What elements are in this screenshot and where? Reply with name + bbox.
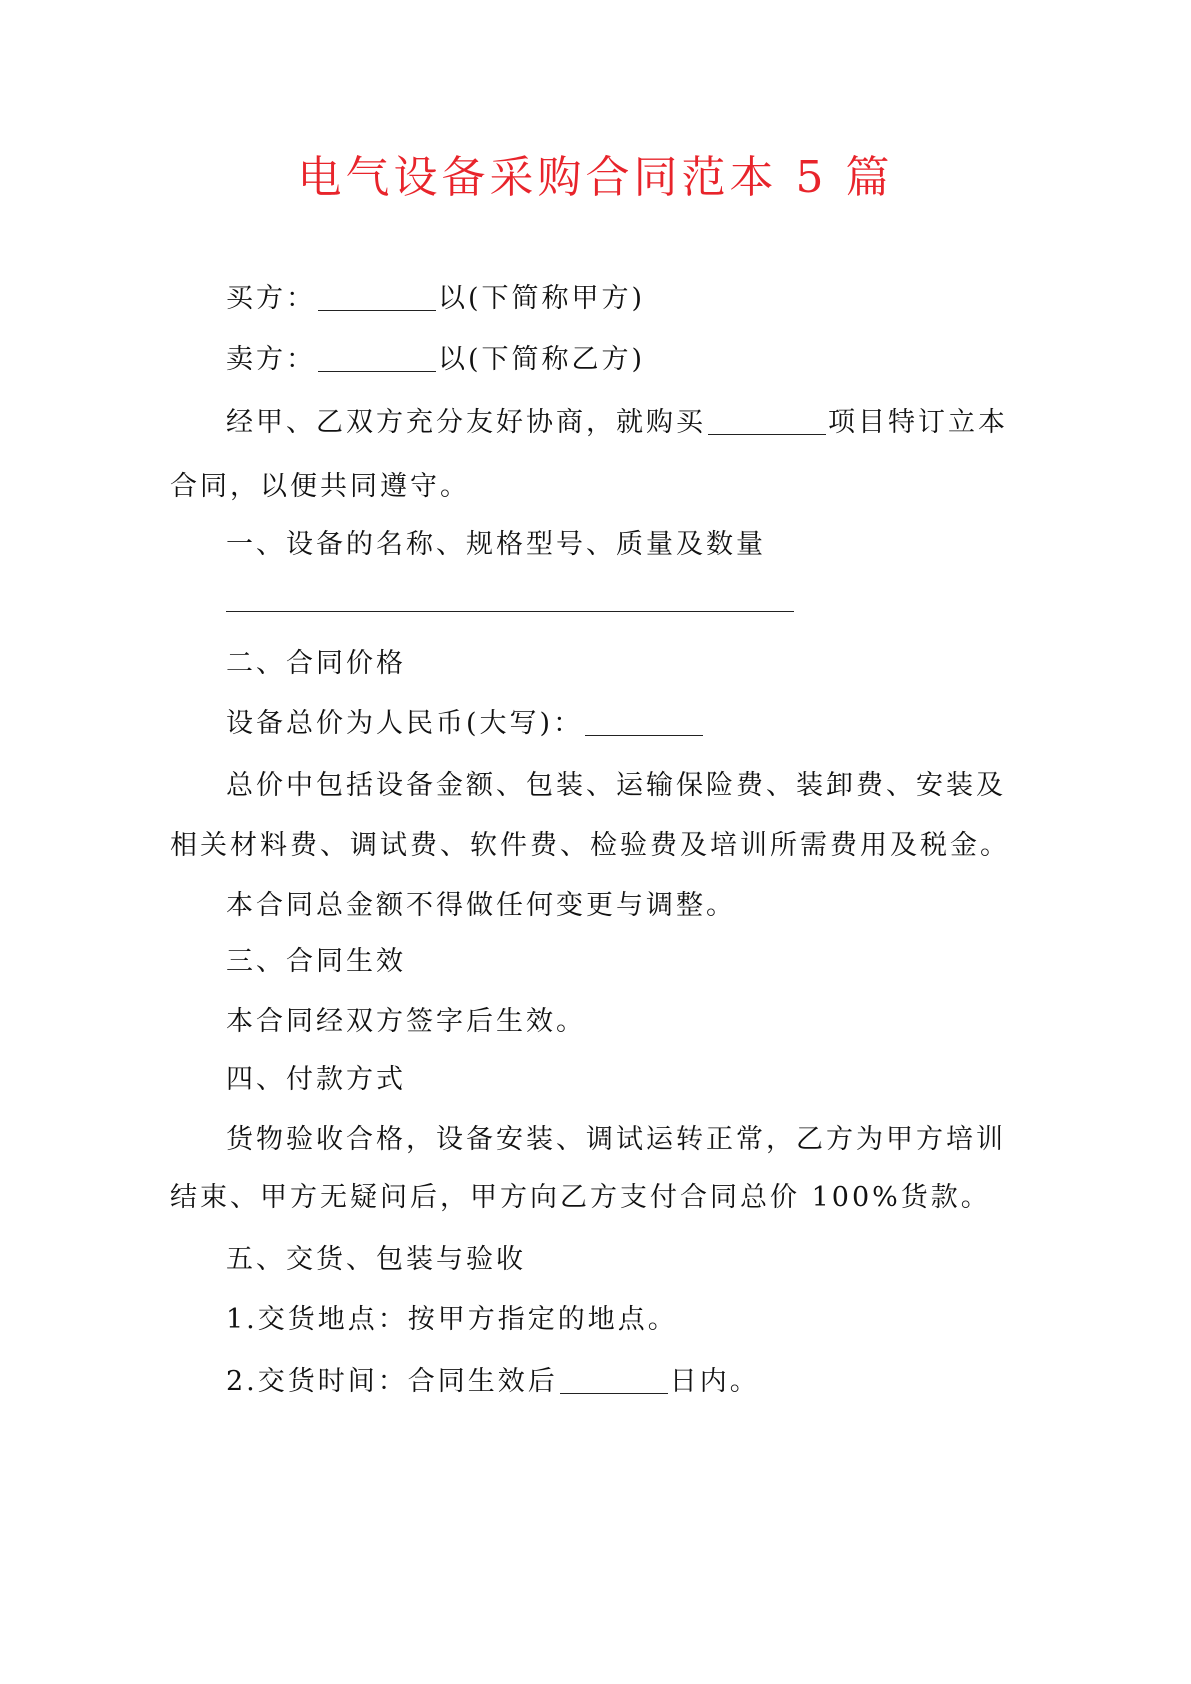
delivery-time-line [226, 1362, 760, 1402]
delivery-days-blank [560, 1365, 668, 1394]
seller-line [226, 340, 645, 380]
intro-line-2: 合同，以便共同遵守。 [170, 471, 470, 502]
no-change-clause: 本合同总金额不得做任何变更与调整。 [226, 890, 736, 921]
buyer-line [226, 279, 645, 319]
seller-suffix: 以(下简称乙方) [438, 344, 646, 375]
total-price-label: 设备总价为人民币(大写)： [226, 708, 584, 739]
section-5-heading: 五、交货、包装与验收 [226, 1244, 526, 1275]
delivery-place: 1.交货地点：按甲方指定的地点。 [226, 1304, 678, 1335]
intro-part2: 项目特订立本 [828, 407, 1008, 438]
delivery-time-suffix: 日内。 [669, 1366, 760, 1397]
seller-blank [318, 343, 436, 372]
delivery-time-prefix: 2.交货时间：合同生效后 [226, 1366, 558, 1397]
seller-label: 卖方： [226, 344, 316, 375]
effective-clause: 本合同经双方签字后生效。 [226, 1006, 586, 1037]
section-4-heading: 四、付款方式 [226, 1064, 406, 1095]
total-price-blank [585, 707, 703, 736]
project-blank [708, 406, 826, 435]
buyer-suffix: 以(下简称甲方) [438, 283, 646, 314]
buyer-label: 买方： [226, 283, 316, 314]
section-3-heading: 三、合同生效 [226, 946, 406, 977]
payment-line-2: 结束、甲方无疑问后，甲方向乙方支付合同总价 100%货款。 [170, 1182, 991, 1213]
buyer-blank [318, 282, 436, 311]
intro-line-1 [226, 403, 1008, 443]
document-title: 电气设备采购合同范本 5 篇 [297, 152, 894, 203]
price-includes-line-2: 相关材料费、调试费、软件费、检验费及培训所需费用及税金。 [170, 830, 1010, 861]
equipment-blank-line [226, 611, 794, 612]
payment-line-1: 货物验收合格，设备安装、调试运转正常，乙方为甲方培训 [226, 1124, 1006, 1155]
total-price-line [226, 704, 705, 744]
section-2-heading: 二、合同价格 [226, 648, 406, 679]
intro-part1: 经甲、乙双方充分友好协商，就购买 [226, 407, 706, 438]
price-includes-line-1: 总价中包括设备金额、包装、运输保险费、装卸费、安装及 [226, 770, 1006, 801]
section-1-heading: 一、设备的名称、规格型号、质量及数量 [226, 529, 766, 560]
